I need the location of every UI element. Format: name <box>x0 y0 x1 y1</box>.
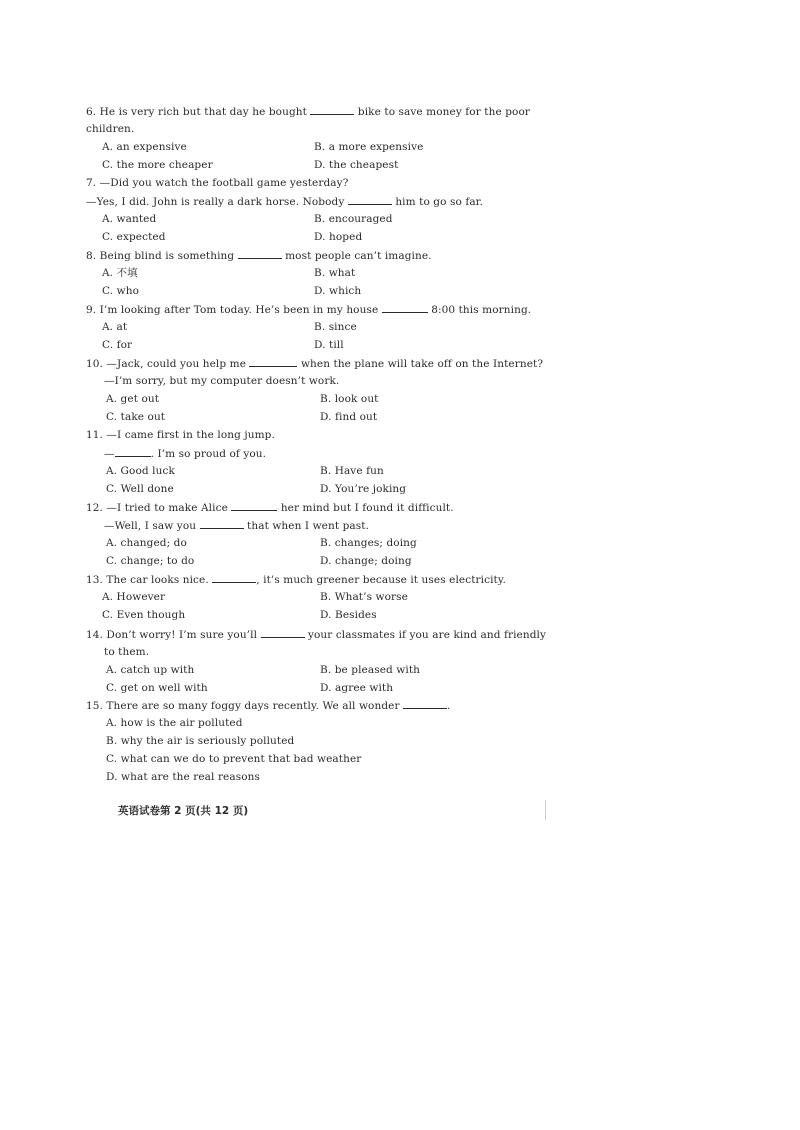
answer-blank <box>310 104 354 115</box>
stem-text-after: when the plane will take off on the Internet? <box>300 358 544 370</box>
question-stem-line <box>86 356 543 371</box>
answer-option[interactable]: C. Well done <box>106 483 174 495</box>
stem-text: 14. Don’t worry! I’m sure you’ll <box>86 629 258 641</box>
answer-option[interactable]: D. the cheapest <box>314 159 399 171</box>
stem-text: 13. The car looks nice. <box>86 574 209 586</box>
answer-option[interactable]: B. a more expensive <box>314 141 424 153</box>
stem-text: 6. He is very rich but that day he bought <box>86 106 307 118</box>
answer-blank <box>403 698 447 709</box>
stem-text: to them. <box>104 646 150 658</box>
answer-option[interactable]: D. change; doing <box>320 555 412 567</box>
answer-option[interactable]: A. an expensive <box>102 141 187 153</box>
answer-option[interactable]: D. hoped <box>314 231 363 243</box>
stem-text: —Well, I saw you <box>104 520 197 532</box>
answer-blank <box>238 248 282 259</box>
question-stem-line <box>104 446 266 461</box>
stem-text-after: bike to save money for the poor <box>357 106 530 118</box>
answer-option[interactable]: B. be pleased with <box>320 664 421 676</box>
stem-text-after: 8:00 this morning. <box>431 304 532 316</box>
answer-option[interactable]: D. find out <box>320 411 378 423</box>
stem-text: —Yes, I did. John is really a dark horse. Nobody <box>86 196 345 208</box>
answer-option[interactable]: C. change; to do <box>106 555 195 567</box>
scan-artifact <box>545 800 546 820</box>
answer-option[interactable]: B. Have fun <box>320 465 384 477</box>
answer-option[interactable]: B. What’s worse <box>320 591 408 603</box>
answer-option[interactable]: A. wanted <box>102 213 157 225</box>
question-stem-line <box>104 374 339 388</box>
answer-blank <box>382 302 428 313</box>
answer-option[interactable]: C. the more cheaper <box>102 159 213 171</box>
question-stem-line <box>86 302 531 317</box>
answer-option[interactable]: C. who <box>102 285 140 297</box>
answer-option[interactable]: D. till <box>314 339 344 351</box>
answer-option[interactable]: B. since <box>314 321 357 333</box>
answer-option[interactable]: D. Besides <box>320 609 377 621</box>
question-stem-line <box>86 194 483 209</box>
answer-option[interactable]: B. changes; doing <box>320 537 417 549</box>
stem-text-after: , it’s much greener because it uses electricity. <box>256 574 506 586</box>
stem-text: children. <box>86 123 135 135</box>
question-stem-line <box>104 518 369 533</box>
answer-option[interactable]: D. agree with <box>320 682 394 694</box>
answer-blank <box>212 572 256 583</box>
answer-option[interactable]: A. catch up with <box>106 664 195 676</box>
question-stem-line <box>86 248 432 263</box>
stem-text-after: him to go so far. <box>395 196 484 208</box>
answer-option[interactable]: A. at <box>102 321 128 333</box>
answer-option[interactable]: A. how is the air polluted <box>106 717 243 729</box>
answer-option[interactable]: A. Good luck <box>106 465 175 477</box>
answer-blank <box>348 194 392 205</box>
answer-option[interactable]: C. get on well with <box>106 682 208 694</box>
answer-option[interactable]: A. get out <box>106 393 160 405</box>
answer-option[interactable]: A. However <box>102 591 166 603</box>
answer-option[interactable]: A. changed; do <box>106 537 187 549</box>
answer-option[interactable]: D. which <box>314 285 362 297</box>
question-stem-line <box>104 645 149 659</box>
answer-blank <box>249 356 297 367</box>
answer-option[interactable]: C. Even though <box>102 609 186 621</box>
answer-option[interactable]: C. what can we do to prevent that bad weather <box>106 753 362 765</box>
stem-text: 7. —Did you watch the football game yesterday? <box>86 177 349 189</box>
stem-text-after: that when I went past. <box>247 520 370 532</box>
question-stem-line <box>86 122 134 136</box>
answer-blank <box>200 518 244 529</box>
stem-text-after: your classmates if you are kind and friendly <box>307 629 547 641</box>
stem-text: 12. —I tried to make Alice <box>86 502 228 514</box>
question-stem-line <box>86 500 454 515</box>
stem-text: — <box>104 448 115 460</box>
stem-text-after: . <box>447 700 451 712</box>
answer-option[interactable]: C. expected <box>102 231 166 243</box>
answer-option[interactable]: B. look out <box>320 393 379 405</box>
stem-text: 8. Being blind is something <box>86 250 235 262</box>
answer-option[interactable]: C. for <box>102 339 133 351</box>
stem-text-after: her mind but I found it difficult. <box>280 502 454 514</box>
question-stem-line <box>86 572 506 587</box>
answer-option[interactable]: A. 不填 <box>102 267 138 279</box>
stem-text-after: most people can’t imagine. <box>285 250 432 262</box>
answer-blank <box>231 500 277 511</box>
question-stem-line <box>86 176 348 190</box>
stem-text: —I’m sorry, but my computer doesn’t work. <box>104 375 340 387</box>
stem-text: 11. —I came first in the long jump. <box>86 429 275 441</box>
stem-text-after: . I’m so proud of you. <box>150 448 267 460</box>
answer-option[interactable]: B. encouraged <box>314 213 393 225</box>
question-stem-line <box>86 627 546 642</box>
answer-option[interactable]: C. take out <box>106 411 166 423</box>
stem-text: 15. There are so many foggy days recently. We all wonder <box>86 700 400 712</box>
stem-text: 9. I’m looking after Tom today. He’s been in my house <box>86 304 379 316</box>
question-stem-line <box>86 104 530 119</box>
question-stem-line <box>86 698 451 713</box>
answer-blank <box>115 446 151 457</box>
answer-option[interactable]: B. what <box>314 267 356 279</box>
question-stem-line <box>86 428 275 442</box>
stem-text: 10. —Jack, could you help me <box>86 358 247 370</box>
answer-option[interactable]: D. what are the real reasons <box>106 771 260 783</box>
answer-option[interactable]: B. why the air is seriously polluted <box>106 735 295 747</box>
page-footer: 英语试卷第 2 页(共 12 页) <box>118 805 249 817</box>
answer-blank <box>261 627 305 638</box>
answer-option[interactable]: D. You’re joking <box>320 483 407 495</box>
